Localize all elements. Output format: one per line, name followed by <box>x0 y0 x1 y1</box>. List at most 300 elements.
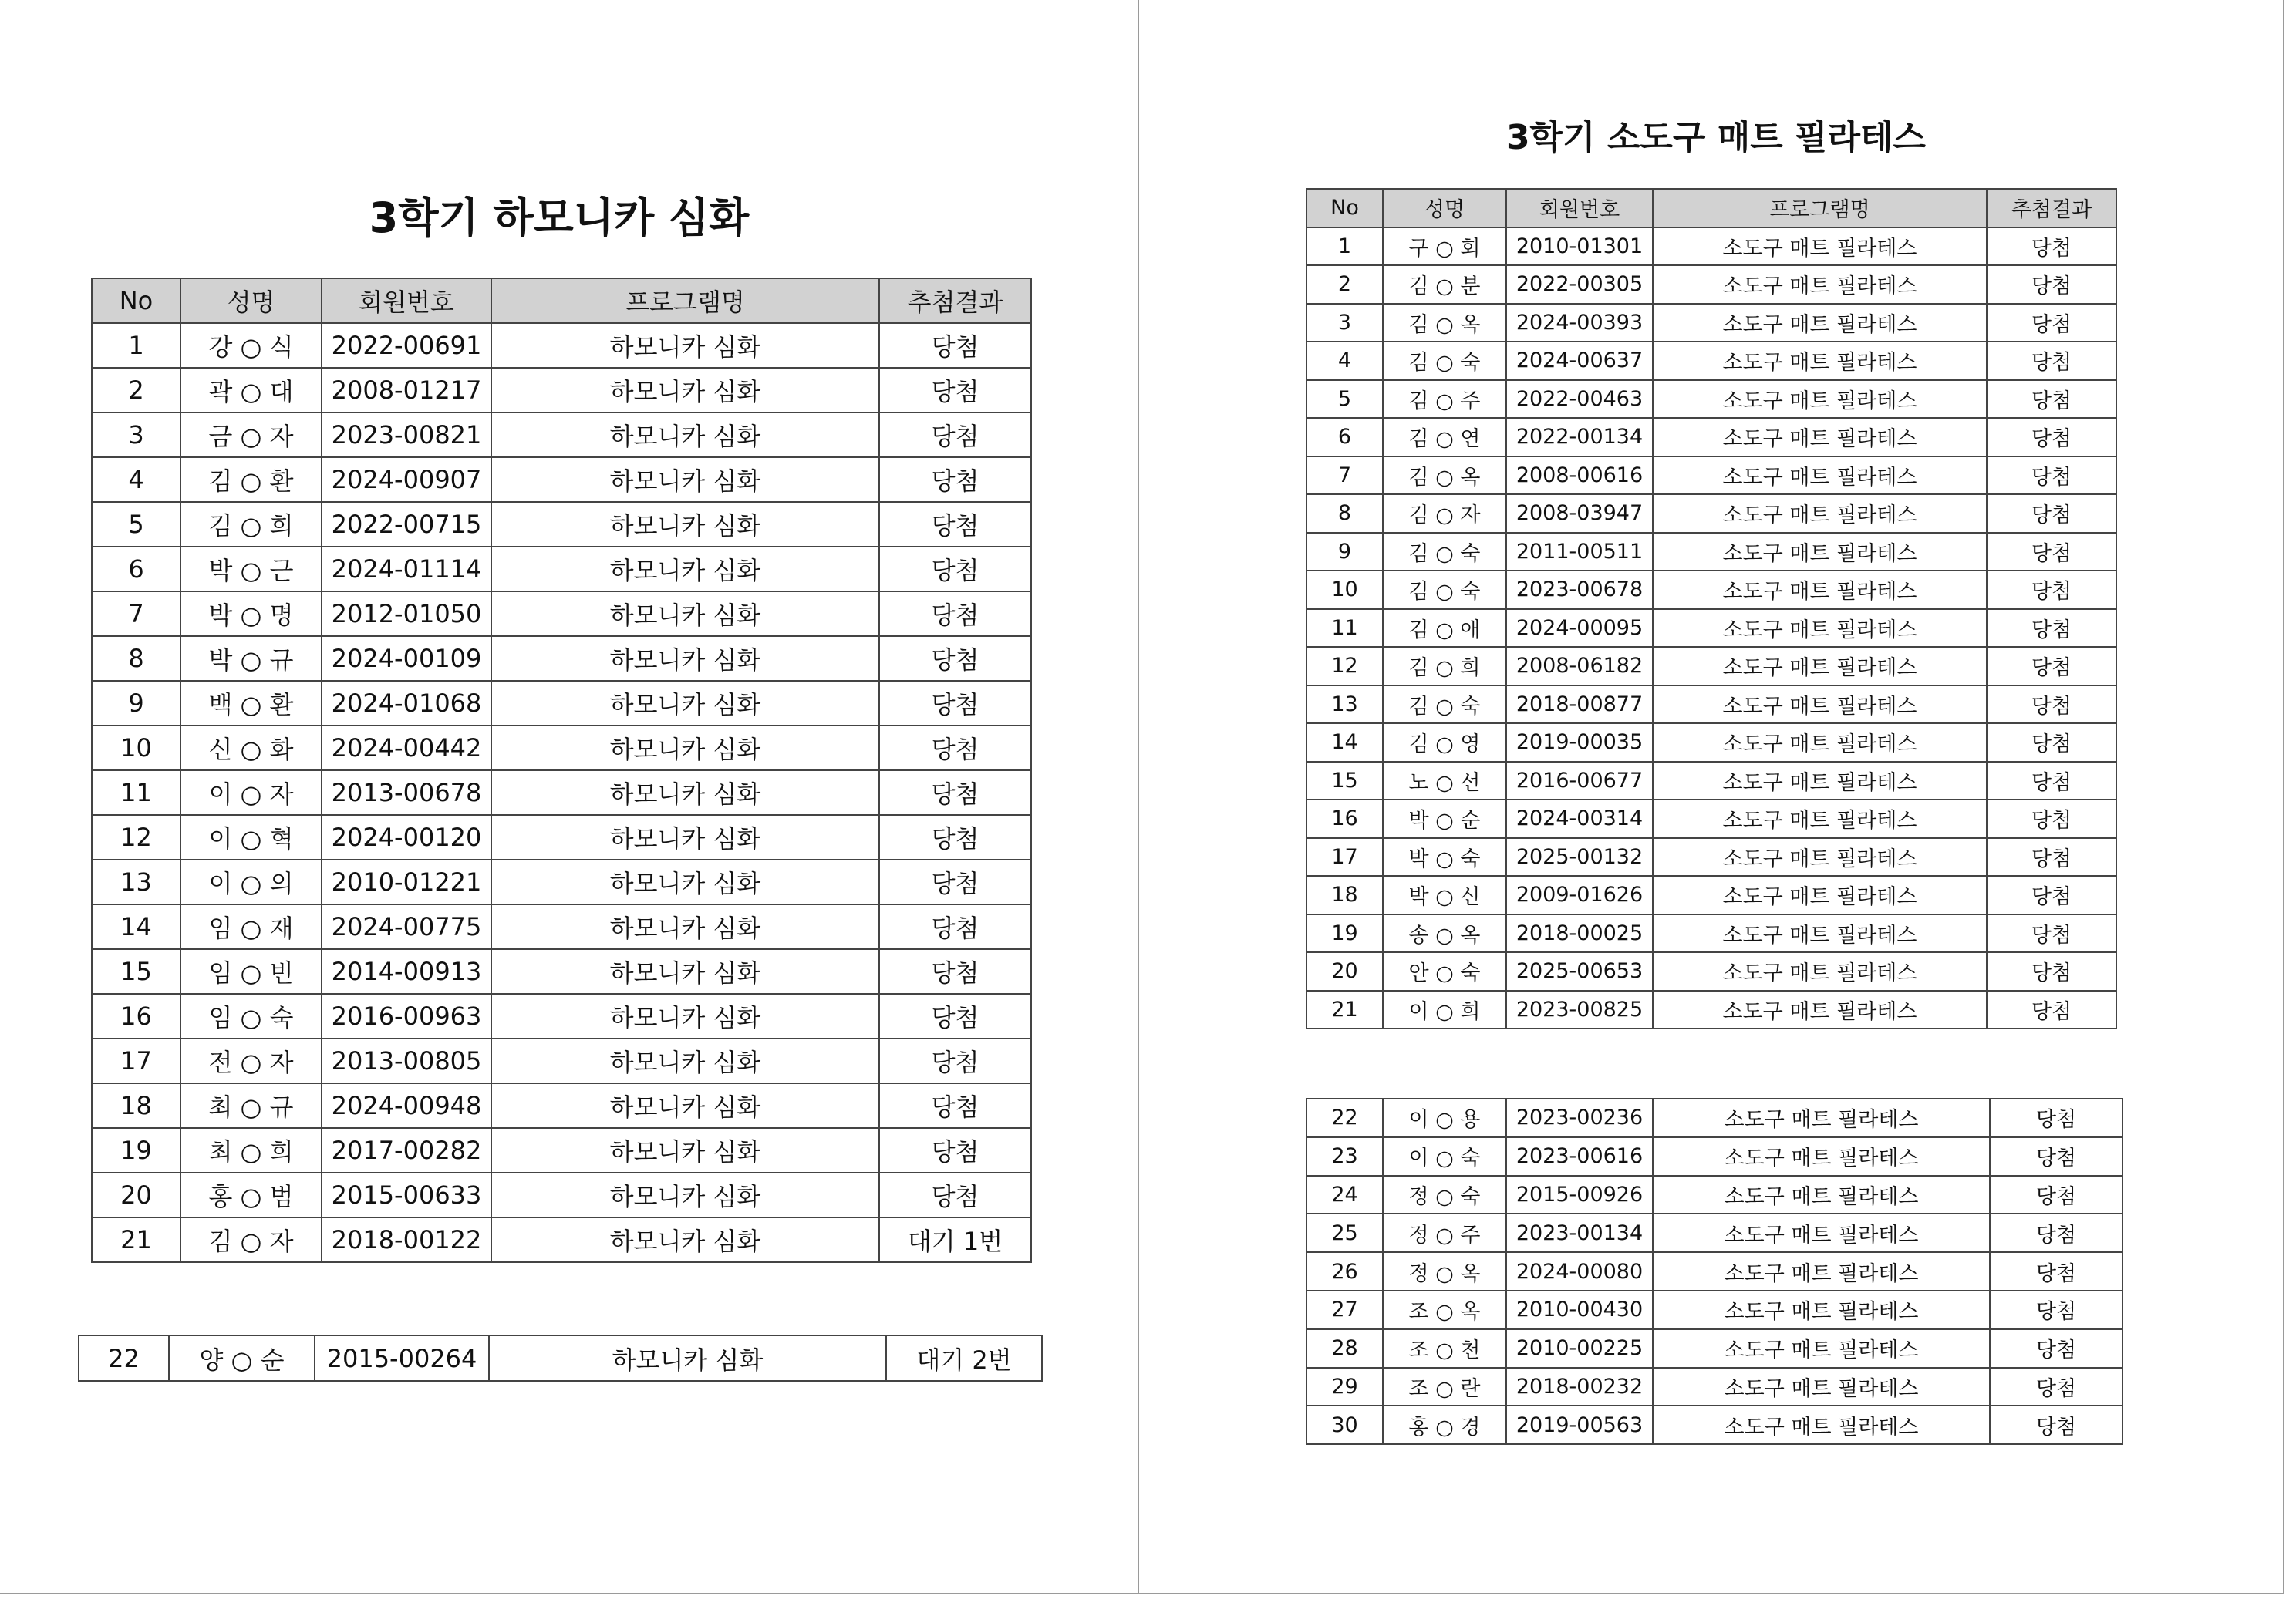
cell-name: 양 ○ 순 <box>169 1335 315 1381</box>
cell-member-id: 2023-00825 <box>1506 991 1653 1029</box>
cell-member-id: 2024-00393 <box>1506 304 1653 342</box>
cell-name: 전 ○ 자 <box>180 1039 322 1083</box>
table-row <box>79 1335 1042 1381</box>
cell-no: 29 <box>1306 1368 1383 1406</box>
cell-result: 당첨 <box>879 1039 1031 1083</box>
harmonica-table-body <box>92 323 1031 1262</box>
harmonica-waitlist-table <box>78 1335 1043 1382</box>
table-row <box>1306 1099 2122 1137</box>
cell-result: 당첨 <box>879 770 1031 815</box>
cell-name: 임 ○ 재 <box>180 904 322 949</box>
cell-no: 26 <box>1306 1252 1383 1291</box>
table-row <box>1306 991 2116 1029</box>
cell-member-id: 2022-00463 <box>1506 380 1653 419</box>
cell-result: 당첨 <box>1987 571 2116 609</box>
cell-result: 당첨 <box>1987 227 2116 266</box>
cell-program: 소도구 매트 필라테스 <box>1653 952 1987 991</box>
cell-program: 소도구 매트 필라테스 <box>1653 1176 1990 1214</box>
cell-name: 김 ○ 숙 <box>1383 533 1506 571</box>
cell-result: 당첨 <box>879 1173 1031 1217</box>
cell-program: 하모니카 심화 <box>491 457 879 502</box>
cell-no: 1 <box>1306 227 1383 266</box>
cell-program: 하모니카 심화 <box>491 949 879 994</box>
table-row <box>1306 1176 2122 1214</box>
cell-program: 소도구 매트 필라테스 <box>1653 494 1987 533</box>
cell-name: 김 ○ 숙 <box>1383 685 1506 724</box>
table-row <box>92 1083 1031 1128</box>
table-row <box>1306 838 2116 877</box>
cell-no: 19 <box>92 1128 180 1173</box>
header-program: 프로그램명 <box>491 278 879 323</box>
cell-name: 김 ○ 연 <box>1383 418 1506 456</box>
cell-no: 30 <box>1306 1406 1383 1444</box>
cell-no: 3 <box>92 412 180 457</box>
cell-result: 대기 2번 <box>886 1335 1042 1381</box>
cell-program: 소도구 매트 필라테스 <box>1653 1214 1990 1252</box>
cell-result: 당첨 <box>1987 876 2116 914</box>
cell-program: 소도구 매트 필라테스 <box>1653 685 1987 724</box>
cell-no: 20 <box>92 1173 180 1217</box>
header-no: No <box>92 278 180 323</box>
cell-member-id: 2017-00282 <box>322 1128 491 1173</box>
cell-result: 당첨 <box>879 591 1031 636</box>
cell-program: 소도구 매트 필라테스 <box>1653 418 1987 456</box>
cell-member-id: 2018-00025 <box>1506 914 1653 953</box>
cell-no: 3 <box>1306 304 1383 342</box>
cell-name: 김 ○ 영 <box>1383 723 1506 762</box>
page-divider-vertical <box>1138 0 1139 1594</box>
cell-name: 정 ○ 옥 <box>1383 1252 1506 1291</box>
table-row <box>92 547 1031 591</box>
cell-no: 9 <box>1306 533 1383 571</box>
table-header-row <box>92 278 1031 323</box>
cell-program: 하모니카 심화 <box>489 1335 886 1381</box>
cell-name: 곽 ○ 대 <box>180 368 322 412</box>
cell-no: 11 <box>1306 609 1383 648</box>
cell-no: 1 <box>92 323 180 368</box>
cell-name: 임 ○ 빈 <box>180 949 322 994</box>
cell-member-id: 2018-00232 <box>1506 1368 1653 1406</box>
cell-result: 당첨 <box>879 1083 1031 1128</box>
cell-program: 소도구 매트 필라테스 <box>1653 342 1987 380</box>
cell-result: 당첨 <box>879 994 1031 1039</box>
cell-member-id: 2022-00134 <box>1506 418 1653 456</box>
cell-program: 소도구 매트 필라테스 <box>1653 265 1987 304</box>
header-member-id: 회원번호 <box>322 278 491 323</box>
cell-name: 김 ○ 환 <box>180 457 322 502</box>
cell-name: 송 ○ 옥 <box>1383 914 1506 953</box>
cell-name: 조 ○ 란 <box>1383 1368 1506 1406</box>
cell-no: 5 <box>92 502 180 547</box>
cell-program: 소도구 매트 필라테스 <box>1653 1329 1990 1368</box>
cell-result: 당첨 <box>879 726 1031 770</box>
cell-program: 하모니카 심화 <box>491 1083 879 1128</box>
cell-member-id: 2024-00907 <box>322 457 491 502</box>
cell-no: 24 <box>1306 1176 1383 1214</box>
cell-name: 박 ○ 근 <box>180 547 322 591</box>
pilates-table-body <box>1306 227 2116 1029</box>
cell-name: 김 ○ 옥 <box>1383 304 1506 342</box>
table-row <box>1306 418 2116 456</box>
cell-result: 당첨 <box>879 949 1031 994</box>
table-row <box>92 860 1031 904</box>
cell-no: 8 <box>1306 494 1383 533</box>
cell-member-id: 2013-00805 <box>322 1039 491 1083</box>
cell-member-id: 2022-00715 <box>322 502 491 547</box>
cell-member-id: 2025-00653 <box>1506 952 1653 991</box>
cell-no: 6 <box>1306 418 1383 456</box>
cell-result: 당첨 <box>1987 723 2116 762</box>
table-row <box>1306 685 2116 724</box>
cell-result: 당첨 <box>879 636 1031 681</box>
cell-member-id: 2008-01217 <box>322 368 491 412</box>
cell-name: 정 ○ 숙 <box>1383 1176 1506 1214</box>
cell-program: 소도구 매트 필라테스 <box>1653 227 1987 266</box>
cell-name: 박 ○ 규 <box>180 636 322 681</box>
cell-result: 당첨 <box>1987 456 2116 495</box>
cell-program: 소도구 매트 필라테스 <box>1653 647 1987 685</box>
cell-program: 하모니카 심화 <box>491 323 879 368</box>
cell-program: 하모니카 심화 <box>491 1217 879 1262</box>
cell-member-id: 2015-00926 <box>1506 1176 1653 1214</box>
cell-program: 소도구 매트 필라테스 <box>1653 723 1987 762</box>
cell-name: 김 ○ 희 <box>180 502 322 547</box>
cell-result: 당첨 <box>879 1128 1031 1173</box>
cell-member-id: 2008-00616 <box>1506 456 1653 495</box>
cell-result: 당첨 <box>1987 914 2116 953</box>
cell-program: 하모니카 심화 <box>491 904 879 949</box>
cell-member-id: 2019-00035 <box>1506 723 1653 762</box>
cell-no: 20 <box>1306 952 1383 991</box>
cell-result: 당첨 <box>1987 609 2116 648</box>
cell-result: 당첨 <box>1990 1252 2122 1291</box>
cell-name: 구 ○ 회 <box>1383 227 1506 266</box>
table-row <box>1306 342 2116 380</box>
cell-program: 하모니카 심화 <box>491 770 879 815</box>
cell-result: 대기 1번 <box>879 1217 1031 1262</box>
cell-name: 김 ○ 자 <box>180 1217 322 1262</box>
cell-name: 안 ○ 숙 <box>1383 952 1506 991</box>
cell-program: 소도구 매트 필라테스 <box>1653 1099 1990 1137</box>
cell-result: 당첨 <box>1987 647 2116 685</box>
cell-program: 소도구 매트 필라테스 <box>1653 304 1987 342</box>
cell-member-id: 2023-00134 <box>1506 1214 1653 1252</box>
cell-no: 19 <box>1306 914 1383 953</box>
cell-no: 4 <box>1306 342 1383 380</box>
cell-no: 15 <box>1306 762 1383 800</box>
cell-no: 25 <box>1306 1214 1383 1252</box>
cell-no: 12 <box>92 815 180 860</box>
cell-member-id: 2018-00877 <box>1506 685 1653 724</box>
cell-no: 14 <box>1306 723 1383 762</box>
pilates-page-title: 3학기 소도구 매트 필라테스 <box>1505 118 1927 157</box>
cell-program: 하모니카 심화 <box>491 636 879 681</box>
cell-program: 하모니카 심화 <box>491 502 879 547</box>
cell-no: 13 <box>1306 685 1383 724</box>
cell-no: 18 <box>92 1083 180 1128</box>
table-row <box>92 591 1031 636</box>
cell-result: 당첨 <box>879 547 1031 591</box>
cell-program: 하모니카 심화 <box>491 591 879 636</box>
pilates-table-body-continued <box>1306 1099 2122 1444</box>
cell-name: 김 ○ 분 <box>1383 265 1506 304</box>
cell-name: 조 ○ 천 <box>1383 1329 1506 1368</box>
cell-member-id: 2008-03947 <box>1506 494 1653 533</box>
cell-program: 하모니카 심화 <box>491 994 879 1039</box>
cell-program: 하모니카 심화 <box>491 547 879 591</box>
cell-name: 박 ○ 숙 <box>1383 838 1506 877</box>
cell-member-id: 2010-01301 <box>1506 227 1653 266</box>
cell-program: 하모니카 심화 <box>491 726 879 770</box>
cell-member-id: 2022-00691 <box>322 323 491 368</box>
cell-no: 18 <box>1306 876 1383 914</box>
pilates-lottery-table-continued <box>1306 1098 2123 1445</box>
cell-member-id: 2022-00305 <box>1506 265 1653 304</box>
cell-program: 소도구 매트 필라테스 <box>1653 991 1987 1029</box>
table-row <box>1306 800 2116 838</box>
table-row <box>92 949 1031 994</box>
cell-name: 이 ○ 혁 <box>180 815 322 860</box>
cell-name: 금 ○ 자 <box>180 412 322 457</box>
cell-name: 최 ○ 규 <box>180 1083 322 1128</box>
cell-result: 당첨 <box>1987 991 2116 1029</box>
cell-program: 하모니카 심화 <box>491 1173 879 1217</box>
cell-result: 당첨 <box>879 502 1031 547</box>
cell-member-id: 2024-00120 <box>322 815 491 860</box>
table-row <box>1306 876 2116 914</box>
table-row <box>1306 1329 2122 1368</box>
table-row <box>1306 723 2116 762</box>
cell-result: 당첨 <box>1987 265 2116 304</box>
cell-member-id: 2024-00314 <box>1506 800 1653 838</box>
cell-result: 당첨 <box>879 412 1031 457</box>
cell-name: 조 ○ 옥 <box>1383 1291 1506 1329</box>
page-divider-horizontal <box>0 1593 2284 1594</box>
cell-member-id: 2023-00236 <box>1506 1099 1653 1137</box>
cell-program: 소도구 매트 필라테스 <box>1653 1368 1990 1406</box>
cell-program: 소도구 매트 필라테스 <box>1653 571 1987 609</box>
table-row <box>1306 609 2116 648</box>
cell-result: 당첨 <box>1987 800 2116 838</box>
cell-name: 김 ○ 옥 <box>1383 456 1506 495</box>
header-result: 추첨결과 <box>879 278 1031 323</box>
cell-no: 4 <box>92 457 180 502</box>
cell-member-id: 2008-06182 <box>1506 647 1653 685</box>
cell-no: 5 <box>1306 380 1383 419</box>
table-row <box>92 904 1031 949</box>
cell-no: 23 <box>1306 1137 1383 1176</box>
cell-name: 임 ○ 숙 <box>180 994 322 1039</box>
cell-name: 이 ○ 숙 <box>1383 1137 1506 1176</box>
table-row <box>1306 762 2116 800</box>
table-row <box>92 323 1031 368</box>
table-row <box>92 502 1031 547</box>
table-row <box>92 1128 1031 1173</box>
table-row <box>1306 1406 2122 1444</box>
cell-member-id: 2023-00821 <box>322 412 491 457</box>
cell-result: 당첨 <box>879 457 1031 502</box>
cell-name: 홍 ○ 경 <box>1383 1406 1506 1444</box>
cell-program: 하모니카 심화 <box>491 815 879 860</box>
table-row <box>1306 952 2116 991</box>
cell-program: 소도구 매트 필라테스 <box>1653 1137 1990 1176</box>
cell-name: 정 ○ 주 <box>1383 1214 1506 1252</box>
cell-program: 하모니카 심화 <box>491 1128 879 1173</box>
cell-no: 12 <box>1306 647 1383 685</box>
cell-program: 소도구 매트 필라테스 <box>1653 533 1987 571</box>
cell-no: 21 <box>1306 991 1383 1029</box>
table-row <box>1306 1291 2122 1329</box>
harmonica-lottery-table <box>91 278 1032 1263</box>
table-row <box>92 412 1031 457</box>
cell-name: 홍 ○ 범 <box>180 1173 322 1217</box>
cell-no: 2 <box>1306 265 1383 304</box>
cell-result: 당첨 <box>1987 762 2116 800</box>
cell-member-id: 2024-00080 <box>1506 1252 1653 1291</box>
table-row <box>92 815 1031 860</box>
cell-result: 당첨 <box>879 904 1031 949</box>
header-member-id: 회원번호 <box>1506 189 1653 227</box>
cell-name: 이 ○ 자 <box>180 770 322 815</box>
cell-program: 소도구 매트 필라테스 <box>1653 914 1987 953</box>
cell-member-id: 2019-00563 <box>1506 1406 1653 1444</box>
cell-member-id: 2010-00225 <box>1506 1329 1653 1368</box>
cell-member-id: 2015-00264 <box>315 1335 489 1381</box>
cell-member-id: 2013-00678 <box>322 770 491 815</box>
table-row <box>1306 1137 2122 1176</box>
cell-member-id: 2011-00511 <box>1506 533 1653 571</box>
cell-name: 김 ○ 숙 <box>1383 342 1506 380</box>
cell-name: 이 ○ 용 <box>1383 1099 1506 1137</box>
cell-no: 17 <box>1306 838 1383 877</box>
harmonica-page-title: 3학기 하모니카 심화 <box>369 194 750 242</box>
cell-result: 당첨 <box>1987 533 2116 571</box>
cell-member-id: 2024-01068 <box>322 681 491 726</box>
table-row <box>92 1039 1031 1083</box>
cell-program: 소도구 매트 필라테스 <box>1653 609 1987 648</box>
cell-no: 6 <box>92 547 180 591</box>
cell-result: 당첨 <box>879 681 1031 726</box>
cell-no: 14 <box>92 904 180 949</box>
cell-no: 27 <box>1306 1291 1383 1329</box>
table-row <box>1306 494 2116 533</box>
cell-name: 백 ○ 환 <box>180 681 322 726</box>
table-row <box>1306 456 2116 495</box>
table-row <box>1306 571 2116 609</box>
table-row <box>1306 647 2116 685</box>
cell-no: 22 <box>1306 1099 1383 1137</box>
cell-program: 하모니카 심화 <box>491 368 879 412</box>
cell-name: 김 ○ 주 <box>1383 380 1506 419</box>
cell-result: 당첨 <box>1987 380 2116 419</box>
cell-name: 박 ○ 명 <box>180 591 322 636</box>
cell-program: 소도구 매트 필라테스 <box>1653 380 1987 419</box>
cell-program: 하모니카 심화 <box>491 860 879 904</box>
cell-name: 김 ○ 애 <box>1383 609 1506 648</box>
header-name: 성명 <box>180 278 322 323</box>
cell-no: 22 <box>79 1335 169 1381</box>
cell-member-id: 2024-00109 <box>322 636 491 681</box>
cell-no: 21 <box>92 1217 180 1262</box>
table-row <box>1306 1368 2122 1406</box>
table-row <box>1306 304 2116 342</box>
cell-result: 당첨 <box>1990 1137 2122 1176</box>
cell-result: 당첨 <box>1990 1291 2122 1329</box>
cell-result: 당첨 <box>1987 342 2116 380</box>
cell-no: 16 <box>1306 800 1383 838</box>
cell-member-id: 2025-00132 <box>1506 838 1653 877</box>
cell-name: 최 ○ 희 <box>180 1128 322 1173</box>
cell-member-id: 2016-00963 <box>322 994 491 1039</box>
cell-name: 김 ○ 희 <box>1383 647 1506 685</box>
header-result: 추첨결과 <box>1987 189 2116 227</box>
cell-name: 박 ○ 순 <box>1383 800 1506 838</box>
cell-program: 소도구 매트 필라테스 <box>1653 1406 1990 1444</box>
cell-name: 박 ○ 신 <box>1383 876 1506 914</box>
table-row <box>1306 1214 2122 1252</box>
cell-no: 7 <box>92 591 180 636</box>
cell-no: 8 <box>92 636 180 681</box>
cell-member-id: 2010-01221 <box>322 860 491 904</box>
pilates-lottery-table <box>1306 188 2117 1029</box>
cell-no: 17 <box>92 1039 180 1083</box>
cell-result: 당첨 <box>1987 494 2116 533</box>
cell-member-id: 2010-00430 <box>1506 1291 1653 1329</box>
cell-result: 당첨 <box>1990 1214 2122 1252</box>
cell-member-id: 2016-00677 <box>1506 762 1653 800</box>
cell-member-id: 2024-00095 <box>1506 609 1653 648</box>
cell-result: 당첨 <box>1987 952 2116 991</box>
cell-member-id: 2024-00637 <box>1506 342 1653 380</box>
cell-no: 28 <box>1306 1329 1383 1368</box>
table-row <box>92 770 1031 815</box>
cell-member-id: 2023-00616 <box>1506 1137 1653 1176</box>
cell-result: 당첨 <box>879 860 1031 904</box>
harmonica-waitlist-body <box>79 1335 1042 1381</box>
cell-member-id: 2024-00948 <box>322 1083 491 1128</box>
cell-member-id: 2024-01114 <box>322 547 491 591</box>
cell-member-id: 2024-00442 <box>322 726 491 770</box>
table-row <box>92 1217 1031 1262</box>
header-no: No <box>1306 189 1383 227</box>
table-row <box>1306 265 2116 304</box>
cell-name: 김 ○ 자 <box>1383 494 1506 533</box>
table-row <box>92 994 1031 1039</box>
cell-no: 10 <box>1306 571 1383 609</box>
cell-no: 9 <box>92 681 180 726</box>
cell-no: 16 <box>92 994 180 1039</box>
cell-no: 7 <box>1306 456 1383 495</box>
page-edge-right <box>2283 0 2284 1594</box>
cell-name: 이 ○ 의 <box>180 860 322 904</box>
cell-program: 하모니카 심화 <box>491 412 879 457</box>
cell-result: 당첨 <box>1990 1329 2122 1368</box>
cell-member-id: 2009-01626 <box>1506 876 1653 914</box>
cell-no: 10 <box>92 726 180 770</box>
cell-member-id: 2024-00775 <box>322 904 491 949</box>
cell-no: 2 <box>92 368 180 412</box>
cell-no: 15 <box>92 949 180 994</box>
cell-result: 당첨 <box>1987 418 2116 456</box>
table-row <box>92 636 1031 681</box>
cell-no: 11 <box>92 770 180 815</box>
table-row <box>1306 914 2116 953</box>
cell-member-id: 2015-00633 <box>322 1173 491 1217</box>
table-header-row <box>1306 189 2116 227</box>
cell-program: 하모니카 심화 <box>491 681 879 726</box>
table-row <box>1306 1252 2122 1291</box>
table-row <box>92 368 1031 412</box>
